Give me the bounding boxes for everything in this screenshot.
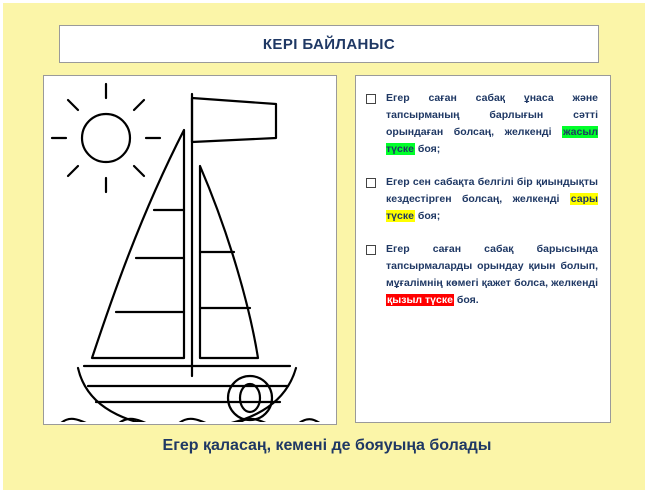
instruction-text-segment: боя; (414, 143, 441, 155)
list-item (366, 90, 598, 158)
checkbox-icon (366, 94, 376, 104)
list-item (366, 241, 598, 309)
highlight-yellow: сары түске (386, 193, 598, 222)
list-item (366, 174, 598, 225)
instruction-text-segment: боя. (453, 294, 479, 306)
instruction-text-segment: боя; (414, 210, 441, 222)
title-bar (59, 25, 599, 63)
illustration-panel (43, 75, 337, 425)
instruction-text-segment: Егер саған сабақ барысында тапсырмаларды орындау қиын болып, мұғалімнің көмегі қажет болса, желкенді (386, 243, 598, 289)
checkbox-icon (366, 245, 376, 255)
instruction-text (386, 174, 598, 225)
highlight-green: жасыл түске (386, 126, 598, 155)
sailboat-with-sun-line-drawing (44, 76, 334, 422)
instruction-text-segment: Егер саған сабақ ұнаса және тапсырманың барлығын сәтті орындаған болсаң, желкенді (386, 92, 598, 138)
instruction-text-segment: Егер сен сабақта белгілі бір қиындықты кездестірген болсаң, желкенді (386, 176, 598, 205)
highlight-red: қызыл түске (387, 294, 453, 306)
page-title: КЕРІ БАЙЛАНЫС (262, 35, 396, 53)
instruction-text (386, 90, 598, 158)
instructions-panel (355, 75, 611, 423)
footer-note: Егер қаласаң, кемені де бояуыңа болады (162, 437, 492, 454)
instruction-text (386, 241, 598, 309)
checkbox-icon (366, 178, 376, 188)
